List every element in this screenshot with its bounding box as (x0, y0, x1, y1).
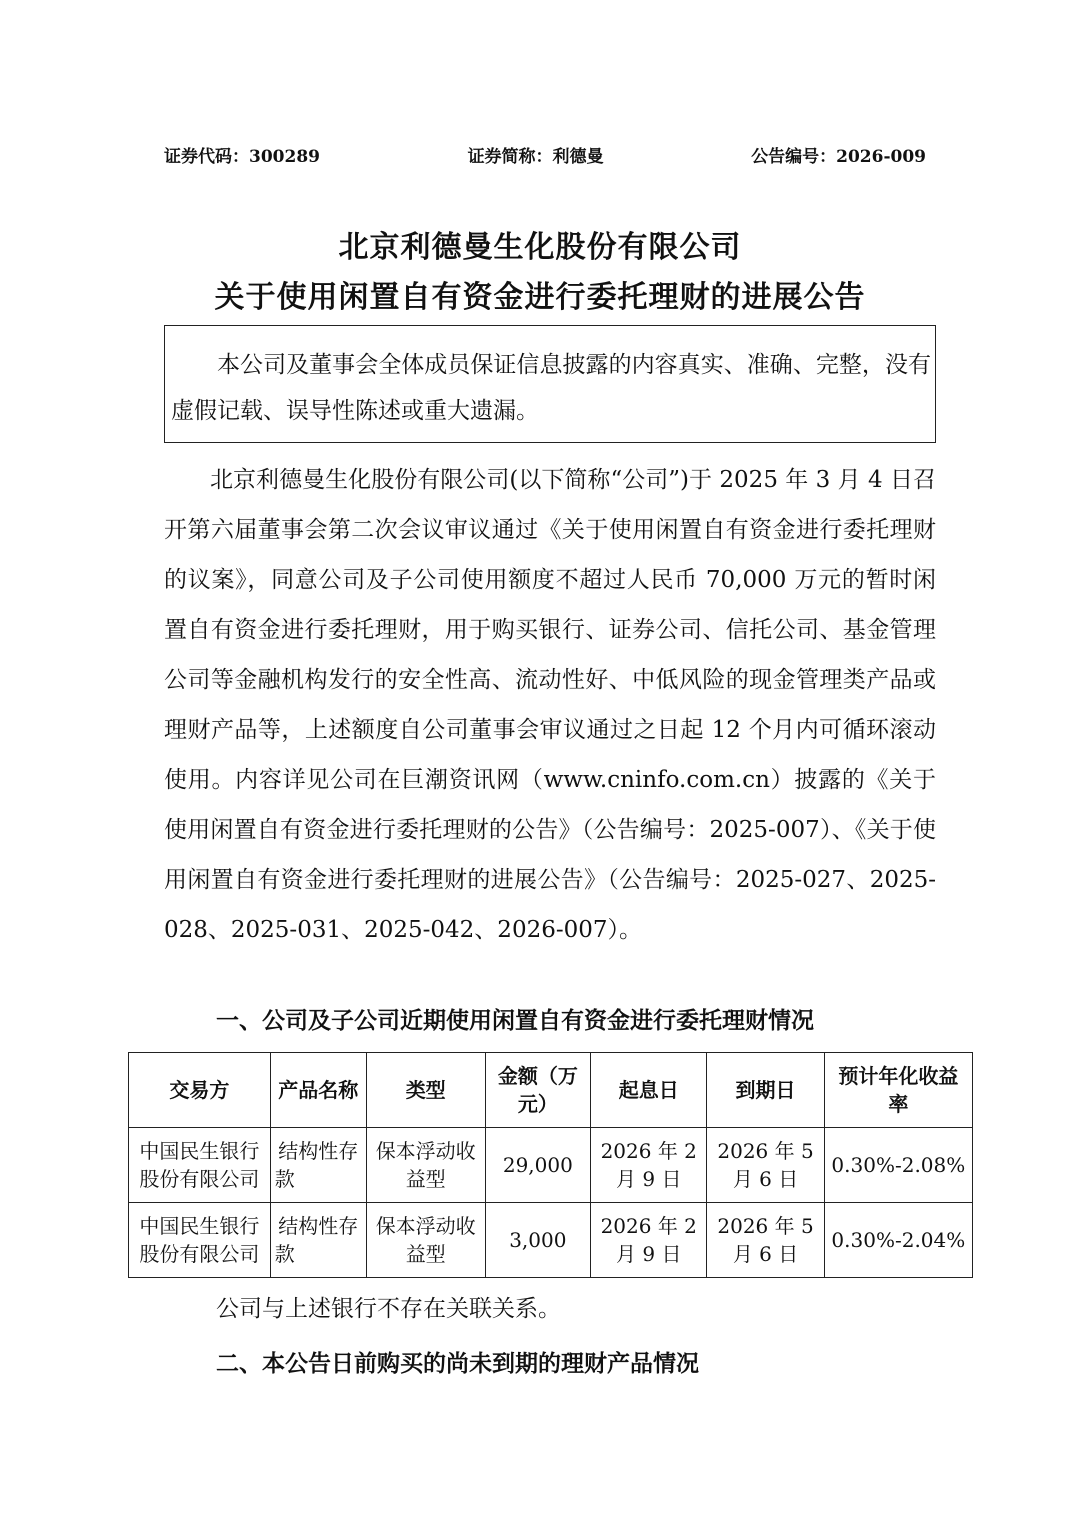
cell-amount: 29,000 (485, 1128, 590, 1203)
col-expected-yield: 预计年化收益率 (824, 1053, 972, 1128)
cell-expected-yield: 0.30%-2.08% (824, 1128, 972, 1203)
cell-counterparty: 中国民生银行股份有限公司 (129, 1128, 271, 1203)
cell-end-date: 2026 年 5 月 6 日 (707, 1128, 824, 1203)
col-product-name: 产品名称 (270, 1053, 366, 1128)
board-guarantee-notice: 本公司及董事会全体成员保证信息披露的内容真实、准确、完整，没有虚假记载、误导性陈述或重大遗漏。 (164, 325, 936, 443)
col-end-date: 到期日 (707, 1053, 824, 1128)
col-type: 类型 (366, 1053, 485, 1128)
table-header-row (129, 1053, 973, 1128)
col-amount: 金额（万元） (485, 1053, 590, 1128)
body-paragraph: 北京利德曼生化股份有限公司(以下简称“公司”)于 2025 年 3 月 4 日召开第六届董事会第二次会议审议通过《关于使用闲置自有资金进行委托理财的议案》，同意公司及子公司使用额度不超过人民币 70,000 万元的暂时闲置自有资金进行委托理财，用于购买银行、证券公司、信托公司、基金管理公司等金融机构发行的安全性高、流动性好、中低风险的现金管理类产品或理财产品等，上述额度自公司董事会审议通过之日起 12 个月内可循环滚动使用。内容详见公司在巨潮资讯网（www.cninfo.com.cn）披露的《关于使用闲置自有资金进行委托理财的公告》（公告编号：2025-007）、《关于使用闲置自有资金进行委托理财的进展公告》（公告编号：2025-027、2025-028、2025-031、2025-042、2026-007）。 (164, 467, 936, 943)
cell-end-date: 2026 年 5 月 6 日 (707, 1203, 824, 1278)
cell-type: 保本浮动收益型 (366, 1128, 485, 1203)
cell-product-name: 结构性存款 (270, 1203, 366, 1278)
cell-start-date: 2026 年 2 月 9 日 (591, 1203, 707, 1278)
security-short-name: 证券简称：利德曼 (467, 147, 604, 167)
related-party-note: 公司与上述银行不存在关联关系。 (216, 1296, 561, 1322)
wealth-product-table (128, 1052, 973, 1278)
col-counterparty: 交易方 (129, 1053, 271, 1128)
cell-amount: 3,000 (485, 1203, 590, 1278)
cell-counterparty: 中国民生银行股份有限公司 (129, 1203, 271, 1278)
cell-expected-yield: 0.30%-2.04% (824, 1203, 972, 1278)
notice-number: 公告编号：2026-009 (751, 147, 926, 167)
announcement-title: 关于使用闲置自有资金进行委托理财的进展公告 (214, 280, 866, 315)
document-header (164, 142, 926, 167)
table-row (129, 1128, 973, 1203)
col-start-date: 起息日 (591, 1053, 707, 1128)
section-2-title: 二、本公告日前购买的尚未到期的理财产品情况 (216, 1350, 699, 1377)
cell-start-date: 2026 年 2 月 9 日 (591, 1128, 707, 1203)
table-row (129, 1203, 973, 1278)
cell-type: 保本浮动收益型 (366, 1203, 485, 1278)
cell-product-name: 结构性存款 (270, 1128, 366, 1203)
section-1-title: 一、公司及子公司近期使用闲置自有资金进行委托理财情况 (216, 1007, 814, 1034)
security-code: 证券代码：300289 (164, 147, 320, 167)
company-title: 北京利德曼生化股份有限公司 (338, 230, 742, 265)
